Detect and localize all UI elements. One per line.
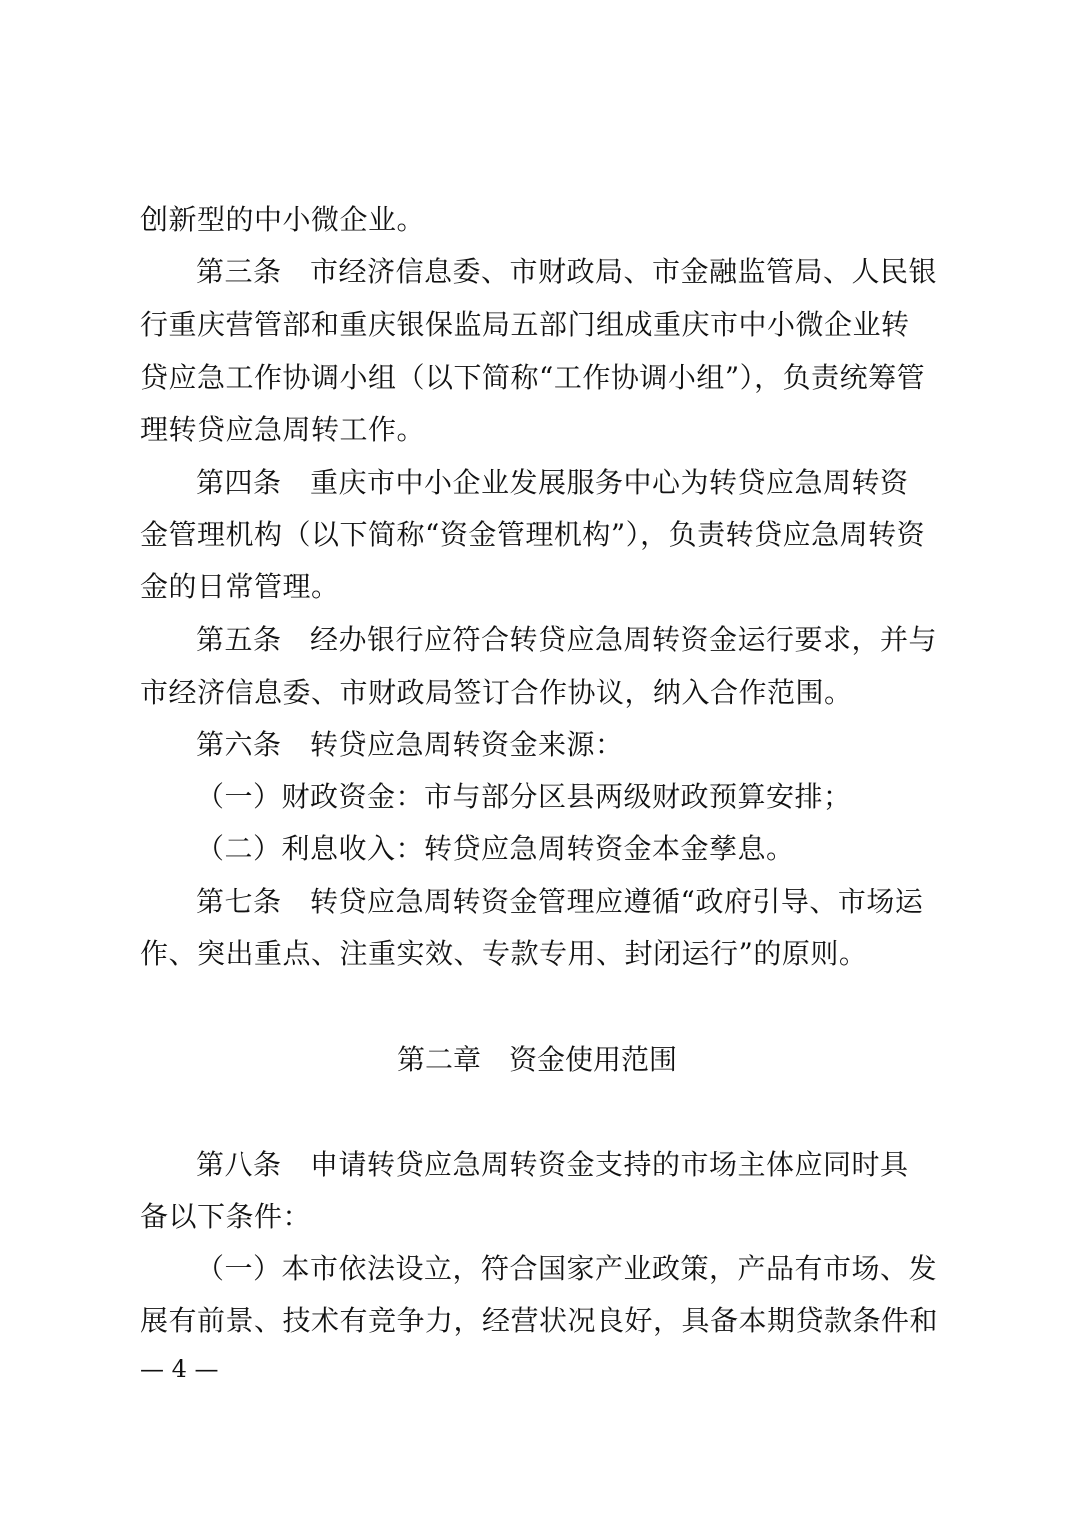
article-4-line-1: 第四条 重庆市中小企业发展服务中心为转贷应急周转资 <box>196 466 909 499</box>
article-3-line-3: 贷应急工作协调小组（以下简称“工作协调小组”），负责统筹管 <box>140 361 926 394</box>
article-8-line-2: 备以下条件： <box>140 1200 312 1233</box>
article-5-line-1: 第五条 经办银行应符合转贷应急周转资金运行要求，并与 <box>196 623 938 656</box>
article-8-item-1-line-2: 展有前景、技术有竞争力，经营状况良好，具备本期贷款条件和 <box>140 1304 939 1337</box>
article-4-line-2: 金管理机构（以下简称“资金管理机构”），负责转贷应急周转资 <box>140 518 926 551</box>
article-3-line-1: 第三条 市经济信息委、市财政局、市金融监管局、人民银 <box>196 255 938 288</box>
article-6-line-1: 第六条 转贷应急周转资金来源： <box>196 728 624 761</box>
article-6-item-2: （二）利息收入：转贷应急周转资金本金孳息。 <box>196 832 795 865</box>
article-7-line-1: 第七条 转贷应急周转资金管理应遵循“政府引导、市场运 <box>196 885 924 918</box>
article-3-line-2: 行重庆营管部和重庆银保监局五部门组成重庆市中小微企业转 <box>140 308 910 341</box>
article-3-line-4: 理转贷应急周转工作。 <box>140 413 426 446</box>
article-7-line-2: 作、突出重点、注重实效、专款专用、封闭运行”的原则。 <box>140 937 868 970</box>
article-6-item-1: （一）财政资金：市与部分区县两级财政预算安排； <box>196 780 852 813</box>
article-4-line-3: 金的日常管理。 <box>140 570 340 603</box>
chapter-heading: 第二章 资金使用范围 <box>396 1043 677 1076</box>
text-line-1: 创新型的中小微企业。 <box>140 203 426 236</box>
article-5-line-2: 市经济信息委、市财政局签订合作协议，纳入合作范围。 <box>140 676 853 709</box>
page-number: — 4 — <box>140 1355 219 1383</box>
article-8-item-1-line-1: （一）本市依法设立，符合国家产业政策，产品有市场、发 <box>196 1252 938 1285</box>
article-8-line-1: 第八条 申请转贷应急周转资金支持的市场主体应同时具 <box>196 1148 909 1181</box>
